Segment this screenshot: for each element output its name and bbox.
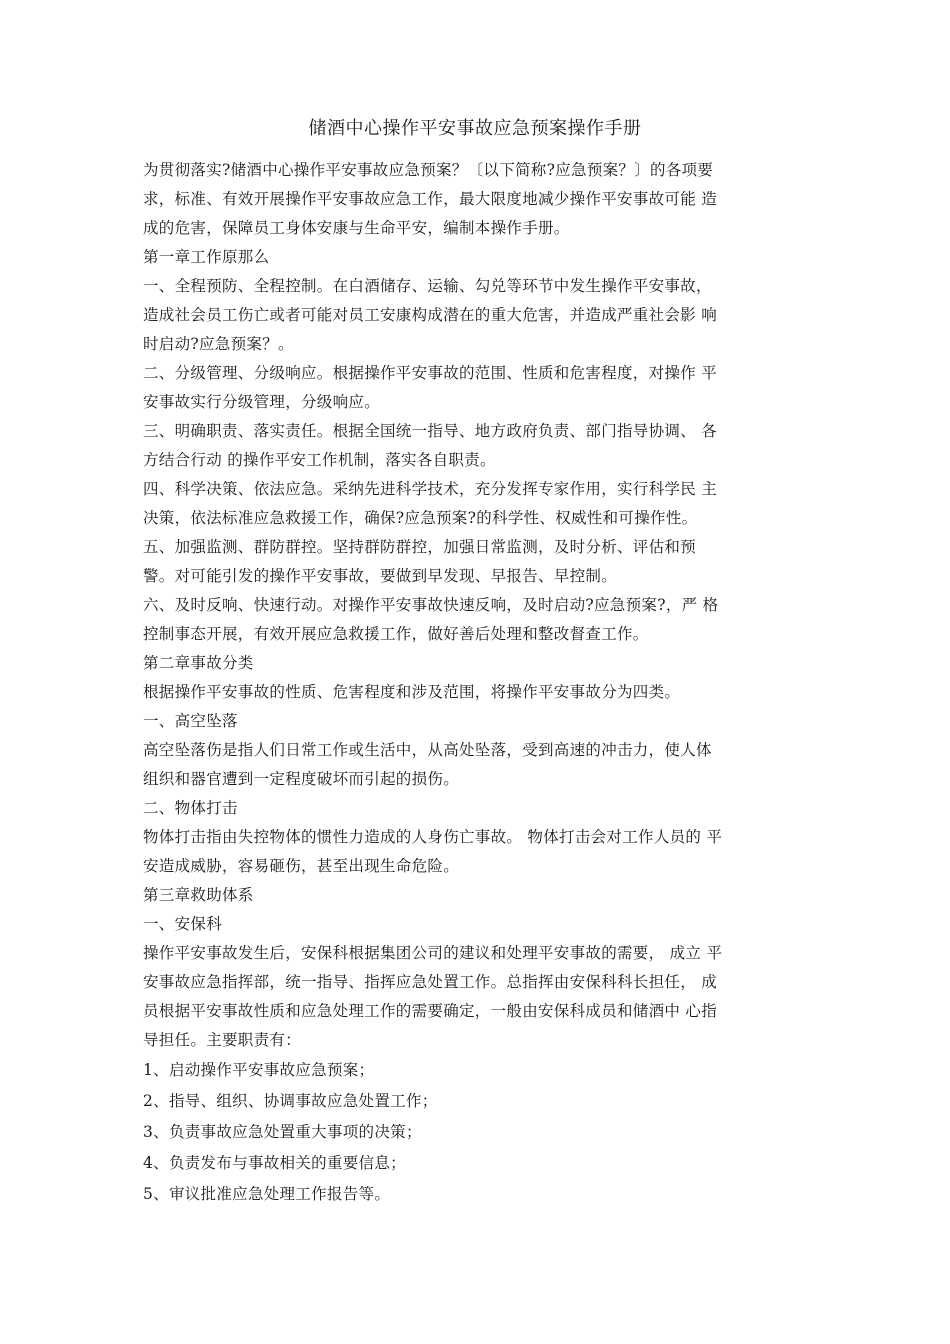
paragraph-line: 警。对可能引发的操作平安事故，要做到早发现、早报告、早控制。 — [143, 567, 618, 585]
list-item: 5、审议批准应急处理工作报告等。 — [143, 1185, 391, 1203]
paragraph-line: 五、加强监测、群防群控。坚持群防群控，加强日常监测，及时分析、评估和预 — [143, 538, 697, 556]
paragraph-line: 造成社会员工伤亡或者可能对员工安康构成潜在的重大危害，并造成严重社会影 响 — [143, 306, 718, 324]
paragraph-line: 组织和器官遭到一定程度破坏而引起的损伤。 — [143, 770, 460, 788]
paragraph-line: 一、全程预防、全程控制。在白酒储存、运输、勾兑等环节中发生操作平安事故， — [143, 277, 712, 295]
chapter-heading: 第二章事故分类 — [143, 654, 254, 672]
paragraph-line: 员根据平安事故性质和应急处理工作的需要确定，一般由安保科成员和储酒中 心指 — [143, 1002, 718, 1020]
paragraph-line: 成的危害，保障员工身体安康与生命平安，编制本操作手册。 — [143, 219, 570, 237]
paragraph-line: 根据操作平安事故的性质、危害程度和涉及范围，将操作平安事故分为四类。 — [143, 683, 681, 701]
paragraph-line: 二、分级管理、分级响应。根据操作平安事故的范围、性质和危害程度，对操作 平 — [143, 364, 718, 382]
list-item: 1、启动操作平安事故应急预案； — [143, 1061, 375, 1079]
list-item: 4、负责发布与事故相关的重要信息； — [143, 1154, 406, 1172]
paragraph-line: 为贯彻落实?储酒中心操作平安事故应急预案？〔以下简称?应急预案？〕的各项要 — [143, 161, 714, 179]
paragraph-line: 决策，依法标准应急救援工作，确保?应急预案?的科学性、权威性和可操作性。 — [143, 509, 698, 527]
document-title: 储酒中心操作平安事故应急预案操作手册 — [308, 118, 642, 139]
paragraph-line: 安事故实行分级管理，分级响应。 — [143, 393, 381, 411]
paragraph-line: 操作平安事故发生后，安保科根据集团公司的建议和处理平安事故的需要， 成立 平 — [143, 944, 723, 962]
paragraph-line: 求，标准、有效开展操作平安事故应急工作，最大限度地减少操作平安事故可能 造 — [143, 190, 718, 208]
chapter-heading: 第三章救助体系 — [143, 886, 254, 904]
section-heading: 二、物体打击 — [143, 799, 238, 817]
section-heading: 一、高空坠落 — [143, 712, 238, 730]
section-heading: 一、安保科 — [143, 915, 223, 933]
paragraph-line: 高空坠落伤是指人们日常工作或生活中，从高处坠落，受到高速的冲击力，使人体 — [143, 741, 712, 759]
paragraph-line: 物体打击指由失控物体的惯性力造成的人身伤亡事故。 物体打击会对工作人员的 平 — [143, 828, 723, 846]
list-item: 3、负责事故应急处置重大事项的决策； — [143, 1123, 422, 1141]
paragraph-line: 六、及时反响、快速行动。对操作平安事故快速反响，及时启动?应急预案?，严 格 — [143, 596, 719, 614]
paragraph-line: 时启动?应急预案？。 — [143, 335, 294, 353]
chapter-heading: 第一章工作原那么 — [143, 248, 270, 266]
paragraph-line: 安造成威胁，容易砸伤，甚至出现生命危险。 — [143, 857, 460, 875]
document-body — [143, 156, 813, 1210]
paragraph-line: 三、明确职责、落实责任。根据全国统一指导、地方政府负责、部门指导协调、 各 — [143, 422, 718, 440]
list-item: 2、指导、组织、协调事故应急处置工作； — [143, 1092, 438, 1110]
paragraph-line: 安事故应急指挥部，统一指导、指挥应急处置工作。总指挥由安保科科长担任， 成 — [143, 973, 718, 991]
paragraph-line: 导担任。主要职责有： — [143, 1031, 302, 1049]
paragraph-line: 四、科学决策、依法应急。采纳先进科学技术，充分发挥专家作用，实行科学民 主 — [143, 480, 718, 498]
paragraph-line: 方结合行动 的操作平安工作机制，落实各自职责。 — [143, 451, 496, 469]
paragraph-line: 控制事态开展，有效开展应急救援工作，做好善后处理和整改督查工作。 — [143, 625, 649, 643]
